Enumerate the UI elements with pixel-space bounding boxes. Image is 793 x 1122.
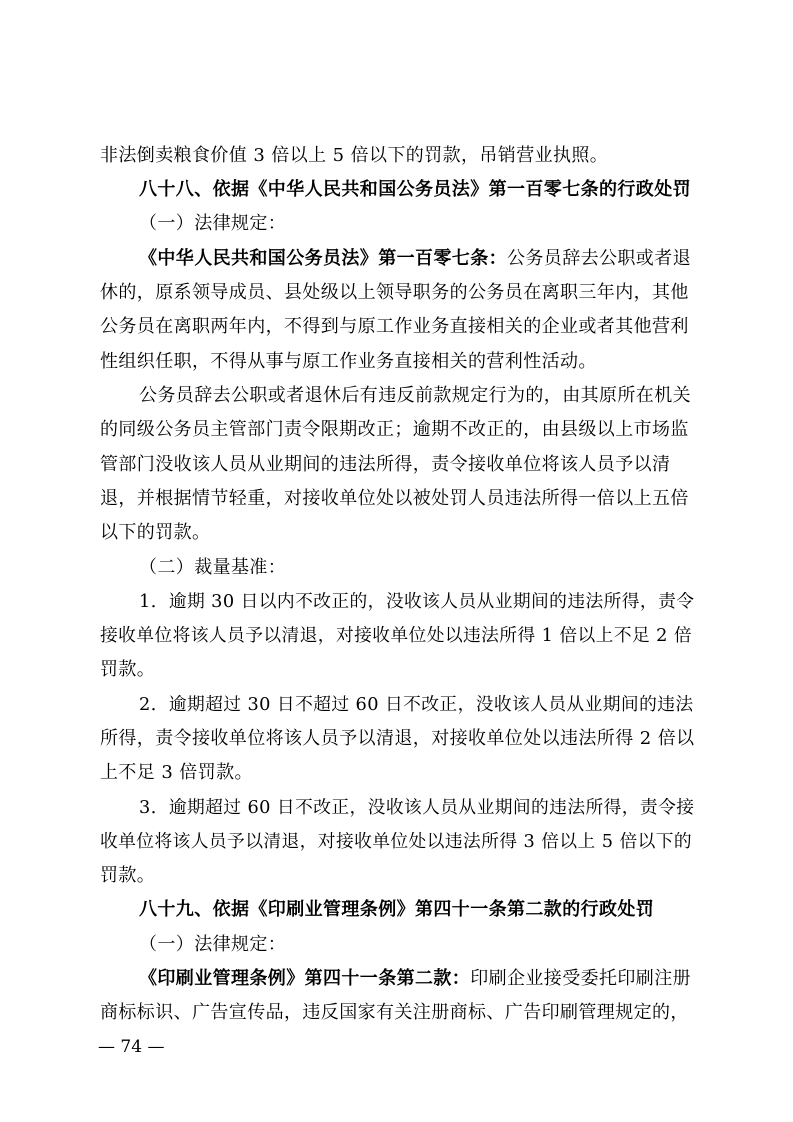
subheading-discretion-standard: （二）裁量基准： [139,557,287,578]
paragraph-line: 非法倒卖粮食价值 3 倍以上 5 倍以下的罚款，吊销营业执照。 [100,145,609,166]
page-number: — 74 — [98,1037,165,1057]
article-text: 公务员辞去公职或者退 [507,248,691,269]
paragraph-line: 1．逾期 30 日以内不改正的，没收该人员从业期间的违法所得，责令 [139,592,695,612]
section-heading-89: 八十九、依据《印刷业管理条例》第四十一条第二款的行政处罚 [139,899,655,920]
paragraph-line: 退，并根据情节轻重，对接收单位处以被处罚人员违法所得一倍以上五倍 [100,488,689,509]
paragraph-line: 3．逾期超过 60 日不改正，没收该人员从业期间的违法所得，责令接 [139,798,695,818]
paragraph-line: 公务员辞去公职或者退休后有违反前款规定行为的，由其原所在机关 [139,385,691,406]
paragraph-line: 性组织任职，不得从事与原工作业务直接相关的营利性活动。 [100,351,597,372]
paragraph-line: 2．逾期超过 30 日不超过 60 日不改正，没收该人员从业期间的违法 [139,695,694,715]
paragraph-line: 接收单位将该人员予以清退，对接收单位处以违法所得 1 倍以上不足 2 倍 [100,626,693,646]
article-citation: 《中华人民共和国公务员法》第一百零七条： [139,248,507,269]
paragraph-line [139,247,691,271]
paragraph-line: 上不足 3 倍罚款。 [100,762,253,783]
paragraph-line: 休的，原系领导成员、县处级以上领导职务的公务员在离职三年内，其他 [100,282,689,303]
paragraph-line: 收单位将该人员予以清退，对接收单位处以违法所得 3 倍以上 5 倍以下的 [100,832,693,852]
paragraph-line: 商标标识、广告宣传品，违反国家有关注册商标、广告印刷管理规定的， [100,1002,689,1023]
paragraph-line: 以下的罚款。 [100,522,211,543]
paragraph-line: 公务员在离职两年内，不得到与原工作业务直接相关的企业或者其他营利 [100,316,689,337]
section-heading-88: 八十八、依据《中华人民共和国公务员法》第一百零七条的行政处罚 [139,179,691,200]
subheading-legal-provision: （一）法律规定： [139,213,287,234]
paragraph-line: 罚款。 [100,659,156,680]
paragraph-line: 所得，责令接收单位将该人员予以清退，对接收单位处以违法所得 2 倍以 [100,728,695,749]
article-citation: 《印刷业管理条例》第四十一条第二款： [139,968,471,989]
subheading-legal-provision: （一）法律规定： [139,934,287,955]
paragraph-line [139,967,691,991]
paragraph-line: 罚款。 [100,865,156,886]
article-text: 印刷企业接受委托印刷注册 [470,968,692,989]
paragraph-line: 管部门没收该人员从业期间的违法所得，责令接收单位将该人员予以清 [100,454,671,475]
paragraph-line: 的同级公务员主管部门责令限期改正；逾期不改正的，由县级以上市场监 [100,419,689,440]
